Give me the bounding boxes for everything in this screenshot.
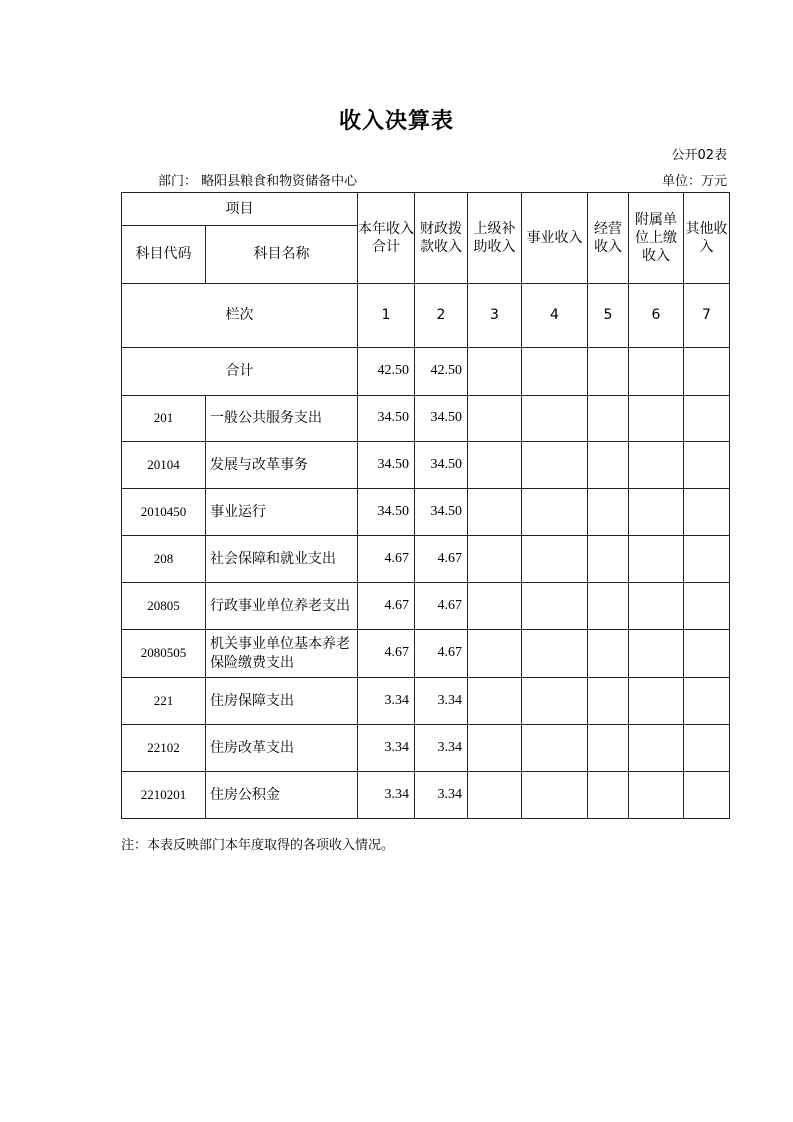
value-cell: 1 [358, 284, 415, 348]
value-cell [629, 536, 684, 583]
value-cell: 4.67 [415, 536, 468, 583]
value-cell [588, 678, 629, 725]
value-cell [468, 442, 522, 489]
value-cell [588, 583, 629, 630]
value-cell [588, 725, 629, 772]
subject-code: 208 [122, 536, 206, 583]
subject-name: 行政事业单位养老支出 [206, 583, 358, 630]
subject-name: 一般公共服务支出 [206, 396, 358, 442]
header-col: 附属单位上缴收入 [629, 193, 684, 284]
header-name: 科目名称 [206, 226, 358, 284]
value-cell: 34.50 [415, 442, 468, 489]
subject-name: 事业运行 [206, 489, 358, 536]
value-cell: 7 [684, 284, 730, 348]
value-cell [629, 583, 684, 630]
value-cell [684, 583, 730, 630]
subject-code: 221 [122, 678, 206, 725]
value-cell [629, 630, 684, 678]
subject-code: 2080505 [122, 630, 206, 678]
value-cell: 5 [588, 284, 629, 348]
subject-name: 住房保障支出 [206, 678, 358, 725]
value-cell: 6 [629, 284, 684, 348]
value-cell: 34.50 [358, 442, 415, 489]
row-label: 栏次 [122, 284, 358, 348]
value-cell [468, 536, 522, 583]
summary-row [122, 284, 730, 348]
value-cell [588, 536, 629, 583]
value-cell: 4 [522, 284, 588, 348]
table-row [122, 725, 730, 772]
header-item: 项目 [122, 193, 358, 226]
value-cell: 34.50 [415, 396, 468, 442]
subject-name: 住房改革支出 [206, 725, 358, 772]
value-cell [588, 489, 629, 536]
value-cell [468, 772, 522, 819]
value-cell: 34.50 [415, 489, 468, 536]
value-cell [684, 772, 730, 819]
value-cell: 4.67 [358, 536, 415, 583]
subject-name: 发展与改革事务 [206, 442, 358, 489]
value-cell [629, 772, 684, 819]
header-col: 其他收入 [684, 193, 730, 284]
value-cell [629, 725, 684, 772]
header-col: 事业收入 [522, 193, 588, 284]
subject-code: 22102 [122, 725, 206, 772]
table-row [122, 772, 730, 819]
value-cell [468, 489, 522, 536]
value-cell: 2 [415, 284, 468, 348]
header-col: 经营收入 [588, 193, 629, 284]
value-cell [522, 725, 588, 772]
value-cell: 3.34 [415, 772, 468, 819]
header-code: 科目代码 [122, 226, 206, 284]
header-col: 财政拨款收入 [415, 193, 468, 284]
unit: 单位：万元 [661, 174, 727, 189]
value-cell: 3.34 [415, 725, 468, 772]
value-cell [468, 348, 522, 396]
footnote: 注：本表反映部门本年度取得的各项收入情况。 [121, 838, 395, 853]
value-cell: 4.67 [358, 630, 415, 678]
subject-code: 201 [122, 396, 206, 442]
value-cell [468, 725, 522, 772]
table-row [122, 489, 730, 536]
value-cell [588, 772, 629, 819]
income-table [121, 192, 730, 819]
row-label: 合计 [122, 348, 358, 396]
value-cell: 4.67 [415, 630, 468, 678]
subject-code: 20805 [122, 583, 206, 630]
subject-name: 社会保障和就业支出 [206, 536, 358, 583]
value-cell [522, 678, 588, 725]
value-cell: 3.34 [358, 725, 415, 772]
value-cell [522, 630, 588, 678]
value-cell: 42.50 [415, 348, 468, 396]
value-cell [629, 348, 684, 396]
value-cell [522, 489, 588, 536]
value-cell [468, 583, 522, 630]
table-row [122, 536, 730, 583]
value-cell [522, 396, 588, 442]
table-row [122, 583, 730, 630]
value-cell [684, 536, 730, 583]
value-cell [522, 442, 588, 489]
value-cell [588, 348, 629, 396]
value-cell: 3.34 [358, 678, 415, 725]
table-row [122, 396, 730, 442]
value-cell [629, 442, 684, 489]
table-row [122, 442, 730, 489]
value-cell [684, 678, 730, 725]
summary-row [122, 348, 730, 396]
value-cell [522, 583, 588, 630]
value-cell [588, 442, 629, 489]
subject-code: 2010450 [122, 489, 206, 536]
value-cell [588, 630, 629, 678]
header-col: 上级补助收入 [468, 193, 522, 284]
value-cell [684, 725, 730, 772]
table-row [122, 678, 730, 725]
value-cell: 34.50 [358, 396, 415, 442]
form-number: 公开02表 [671, 148, 727, 163]
page-title: 收入决算表 [338, 109, 454, 134]
value-cell [522, 772, 588, 819]
value-cell: 3 [468, 284, 522, 348]
value-cell [629, 678, 684, 725]
subject-name: 机关事业单位基本养老保险缴费支出 [206, 630, 358, 678]
subject-code: 2210201 [122, 772, 206, 819]
department: 部门： 略阳县粮食和物资储备中心 [158, 174, 358, 189]
table-row [122, 630, 730, 678]
value-cell [522, 536, 588, 583]
value-cell: 34.50 [358, 489, 415, 536]
value-cell [629, 396, 684, 442]
value-cell: 3.34 [415, 678, 468, 725]
value-cell: 42.50 [358, 348, 415, 396]
subject-name: 住房公积金 [206, 772, 358, 819]
value-cell [468, 630, 522, 678]
value-cell [588, 396, 629, 442]
value-cell [522, 348, 588, 396]
value-cell [684, 630, 730, 678]
value-cell: 4.67 [358, 583, 415, 630]
header-col: 本年收入合计 [358, 193, 415, 284]
value-cell [629, 489, 684, 536]
value-cell [684, 442, 730, 489]
value-cell [684, 396, 730, 442]
value-cell [684, 489, 730, 536]
value-cell: 3.34 [358, 772, 415, 819]
value-cell [684, 348, 730, 396]
subject-code: 20104 [122, 442, 206, 489]
value-cell [468, 396, 522, 442]
value-cell: 4.67 [415, 583, 468, 630]
value-cell [468, 678, 522, 725]
